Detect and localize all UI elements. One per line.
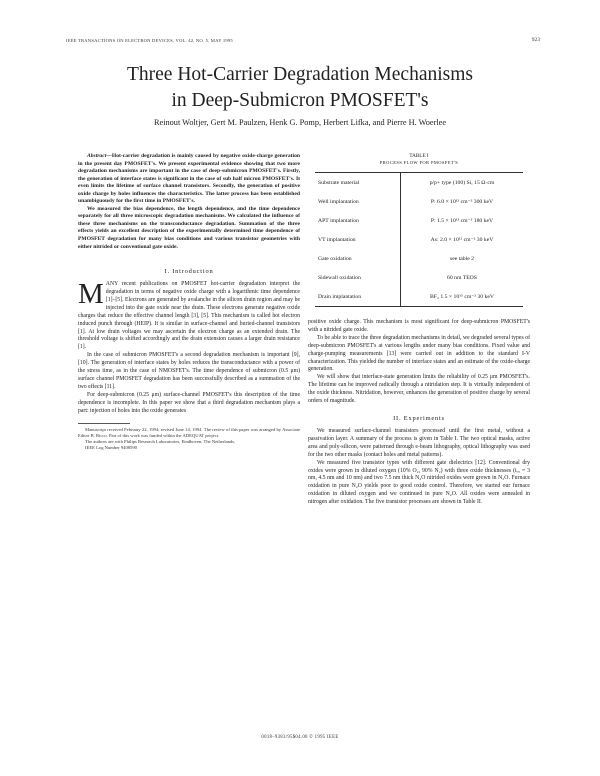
table-cell-label: VT implantation [315, 230, 401, 249]
table-cell-label: Well implantation [315, 192, 401, 211]
running-header: IEEE TRANSACTIONS ON ELECTRON DEVICES, VOL. 42, NO. 5, MAY 1995 [66, 38, 233, 43]
title-line-2: in Deep-Submicron PMOSFET's [171, 90, 429, 111]
intro-continued-paragraph-2: To be able to trace the three degradation mechanisms in detail, we degraded several types of deep-submicron PMOSFET's at various lengths under many bias conditions. Fixed value and charge-pumping measurements [13] were carried out in addition to the standard I-V characterization. This yielded the number of interface states and an estimate of the oxide-charge generation. [308, 334, 530, 373]
table-row [315, 268, 523, 287]
page-number: 923 [531, 37, 540, 43]
intro-continued-paragraph-1: positive oxide charge. This mechanism is most significant for deep-submicron PMOSFET's with a nitrided gate oxide. [308, 319, 530, 333]
process-flow-table [315, 172, 523, 307]
experiments-heading: II. Experiments [393, 414, 445, 422]
introduction-heading: I. Introduction [164, 268, 214, 276]
abstract-paragraph-2: We measured the bias dependence, the length dependence, and the time dependence separately for all three microscopic degradation mechanisms. We calculated the influence of these three mechanisms on the transconductance degradation. Summation of the three effects yields an excellent description of the experimentally determined time dependence of PMOSFET degradation for many bias conditions and various transistor geometries with either nitrided or conventional gate oxide. [78, 205, 300, 250]
experiments-paragraph-1: We measured surface-channel transistors processed until the first metal, without a passivation layer. A summary of the process is given in Table I. The two optical masks, active area and poly-silicon, were patterned through e-beam lithography, optical lithography was used for the two other masks (contact holes and metal patterns). [308, 427, 530, 458]
table-row [315, 230, 523, 249]
table-caption [308, 153, 530, 166]
abstract-paragraph-1 [78, 153, 300, 206]
paper-title [0, 62, 600, 114]
table-caption-subtitle: PROCESS FLOW FOR PMOSFET'S [379, 159, 459, 165]
table-row [315, 211, 523, 230]
table-cell-label: Drain implantation [315, 287, 401, 307]
table-cell-value: see table 2 [449, 255, 474, 262]
table-row [315, 287, 523, 307]
table-cell-value: BF₂ 1.5 × 10¹⁵ cm⁻² 30 keV [430, 293, 494, 300]
footnote-received: Manuscript received February 22, 1994; revised June 14, 1994. The review of this paper was arranged by Associate Editor B. Ricco. Part of this work was funded within the ADEQUAT project. [78, 426, 300, 438]
table-cell-value: p/p+ type (100) Si, 15 Ω·cm [429, 179, 495, 186]
table-cell-value: As: 2.0 × 10¹² cm⁻² 30 keV [430, 236, 494, 243]
intro-continued-paragraph-3: We will show that interface-state generation limits the reliability of 0.25 μm PMOSFET's. The lifetime can be improved radically through a nitridation step. It is virtually independent of the oxide thickness. Nitridation, however, enhances the generation of positive charge by several orders of magnitude. [308, 374, 530, 405]
table-caption-title: TABLE I [409, 153, 429, 159]
footnote-affiliation: The authors are with Philips Research Laboratories, Eindhoven, The Netherlands. [85, 438, 236, 444]
ieee-log-number: IEEE Log Number 9408590 [85, 444, 137, 450]
introduction-paragraph-1 [78, 278, 300, 352]
introduction-paragraph-3: For deep-submicron (0.25 μm) surface-channel PMOSFET's this description of the time dependence is incomplete. In this paper we show that a third degradation mechanism plays a part: injection of holes into the oxide generates [78, 391, 300, 414]
abstract-label: Abstract— [87, 153, 112, 159]
right-column [308, 153, 530, 507]
table-cell-value: P: 1.5 × 10¹² cm⁻² 180 keV [430, 217, 494, 224]
introduction-text-1: ANY recent publications on PMOSFET hot-carrier degradation interpret the degradation in terms of negative oxide charge with a logarithmic time dependence [1]–[5]. Electrons are generated by avalanche in the silicon drain region and may be injected into the gate oxide near the drain. These electrons generate negative oxide charges that reduce the effective channel length [3], [5]. This mechanism is called hot electron induced punch through (HEIP). It is similar in surface-channel and buried-channel transistors [1]. At low drain voltages we may ascertain the electron charge as an extended drain. The threshold voltage is shifted accordingly and the drain extension causes a larger drain resistance [1]. [78, 281, 300, 351]
table-cell-value: 60 nm TEOS [447, 274, 477, 281]
abstract-text-1: Hot-carrier degradation is mainly caused by negative oxide-charge generation in the present day PMOSFET's. We present experimental evidence showing that two more degradation mechanisms are important in the case of deep-submicron PMOSFET's. Firstly, the generation of interface states is significant in the case of sub half micron PMOSFET's. It even limits the lifetime of surface channel transistors. Secondly, the generation of positive oxide charge by holes influences the characteristics. The latter process has been established unambiguously for the first time in PMOSFET's. [78, 153, 300, 205]
table-row [315, 192, 523, 211]
table-row [315, 173, 523, 193]
table-cell-label: APT implantation [315, 211, 401, 230]
experiments-paragraph-2: We measured five transistor types with different gate dielectrics [12]. Conventional dry oxides were grown in diluted oxygen (10% O₂, 90% N₂) with three oxide thicknesses (tₒₓ = 3 nm, 4.5 nm and 10 nm) and two 7.5 nm thick N₂O nitrided oxides were grown in N₂O. Furnace oxidation in pure N₂O yields poor to good oxide control. Therefore, we started our furnace oxidation in diluted oxygen and we continued in pure N₂O. All oxides were annealed in nitrogen after oxidation. The five transistor processes are shown in Table II. [308, 459, 530, 506]
table-cell-label: Sidewall oxidation [315, 268, 401, 287]
table-cell-label: Substrate material [315, 173, 401, 193]
title-line-1: Three Hot-Carrier Degradation Mechanisms [127, 64, 473, 85]
table-row [315, 249, 523, 268]
introduction-paragraph-2: In the case of submicron PMOSFET's a second degradation mechanism is important [9], [10]. The generation of interface states by holes reduces the transconductance with a power of the stress time, as in the case of NMOSFET's. The time dependence of submicron (0.5 μm) surface channel PMOSFET degradation has been successfully described as a summation of the two effects [11]. [78, 352, 300, 390]
drop-cap: M [78, 278, 104, 311]
table-cell-label: Gate oxidation [315, 249, 401, 268]
copyright-line: 0018–9383/95$04.00 © 1995 IEEE [261, 735, 339, 740]
author-list: Reinout Woltjer, Gert M. Paulzen, Henk G. Pomp, Herbert Lifka, and Pierre H. Woerlee [153, 118, 447, 127]
left-column [78, 153, 300, 450]
table-cell-value: P: 6.0 × 10¹² cm⁻² 300 keV [430, 198, 494, 205]
